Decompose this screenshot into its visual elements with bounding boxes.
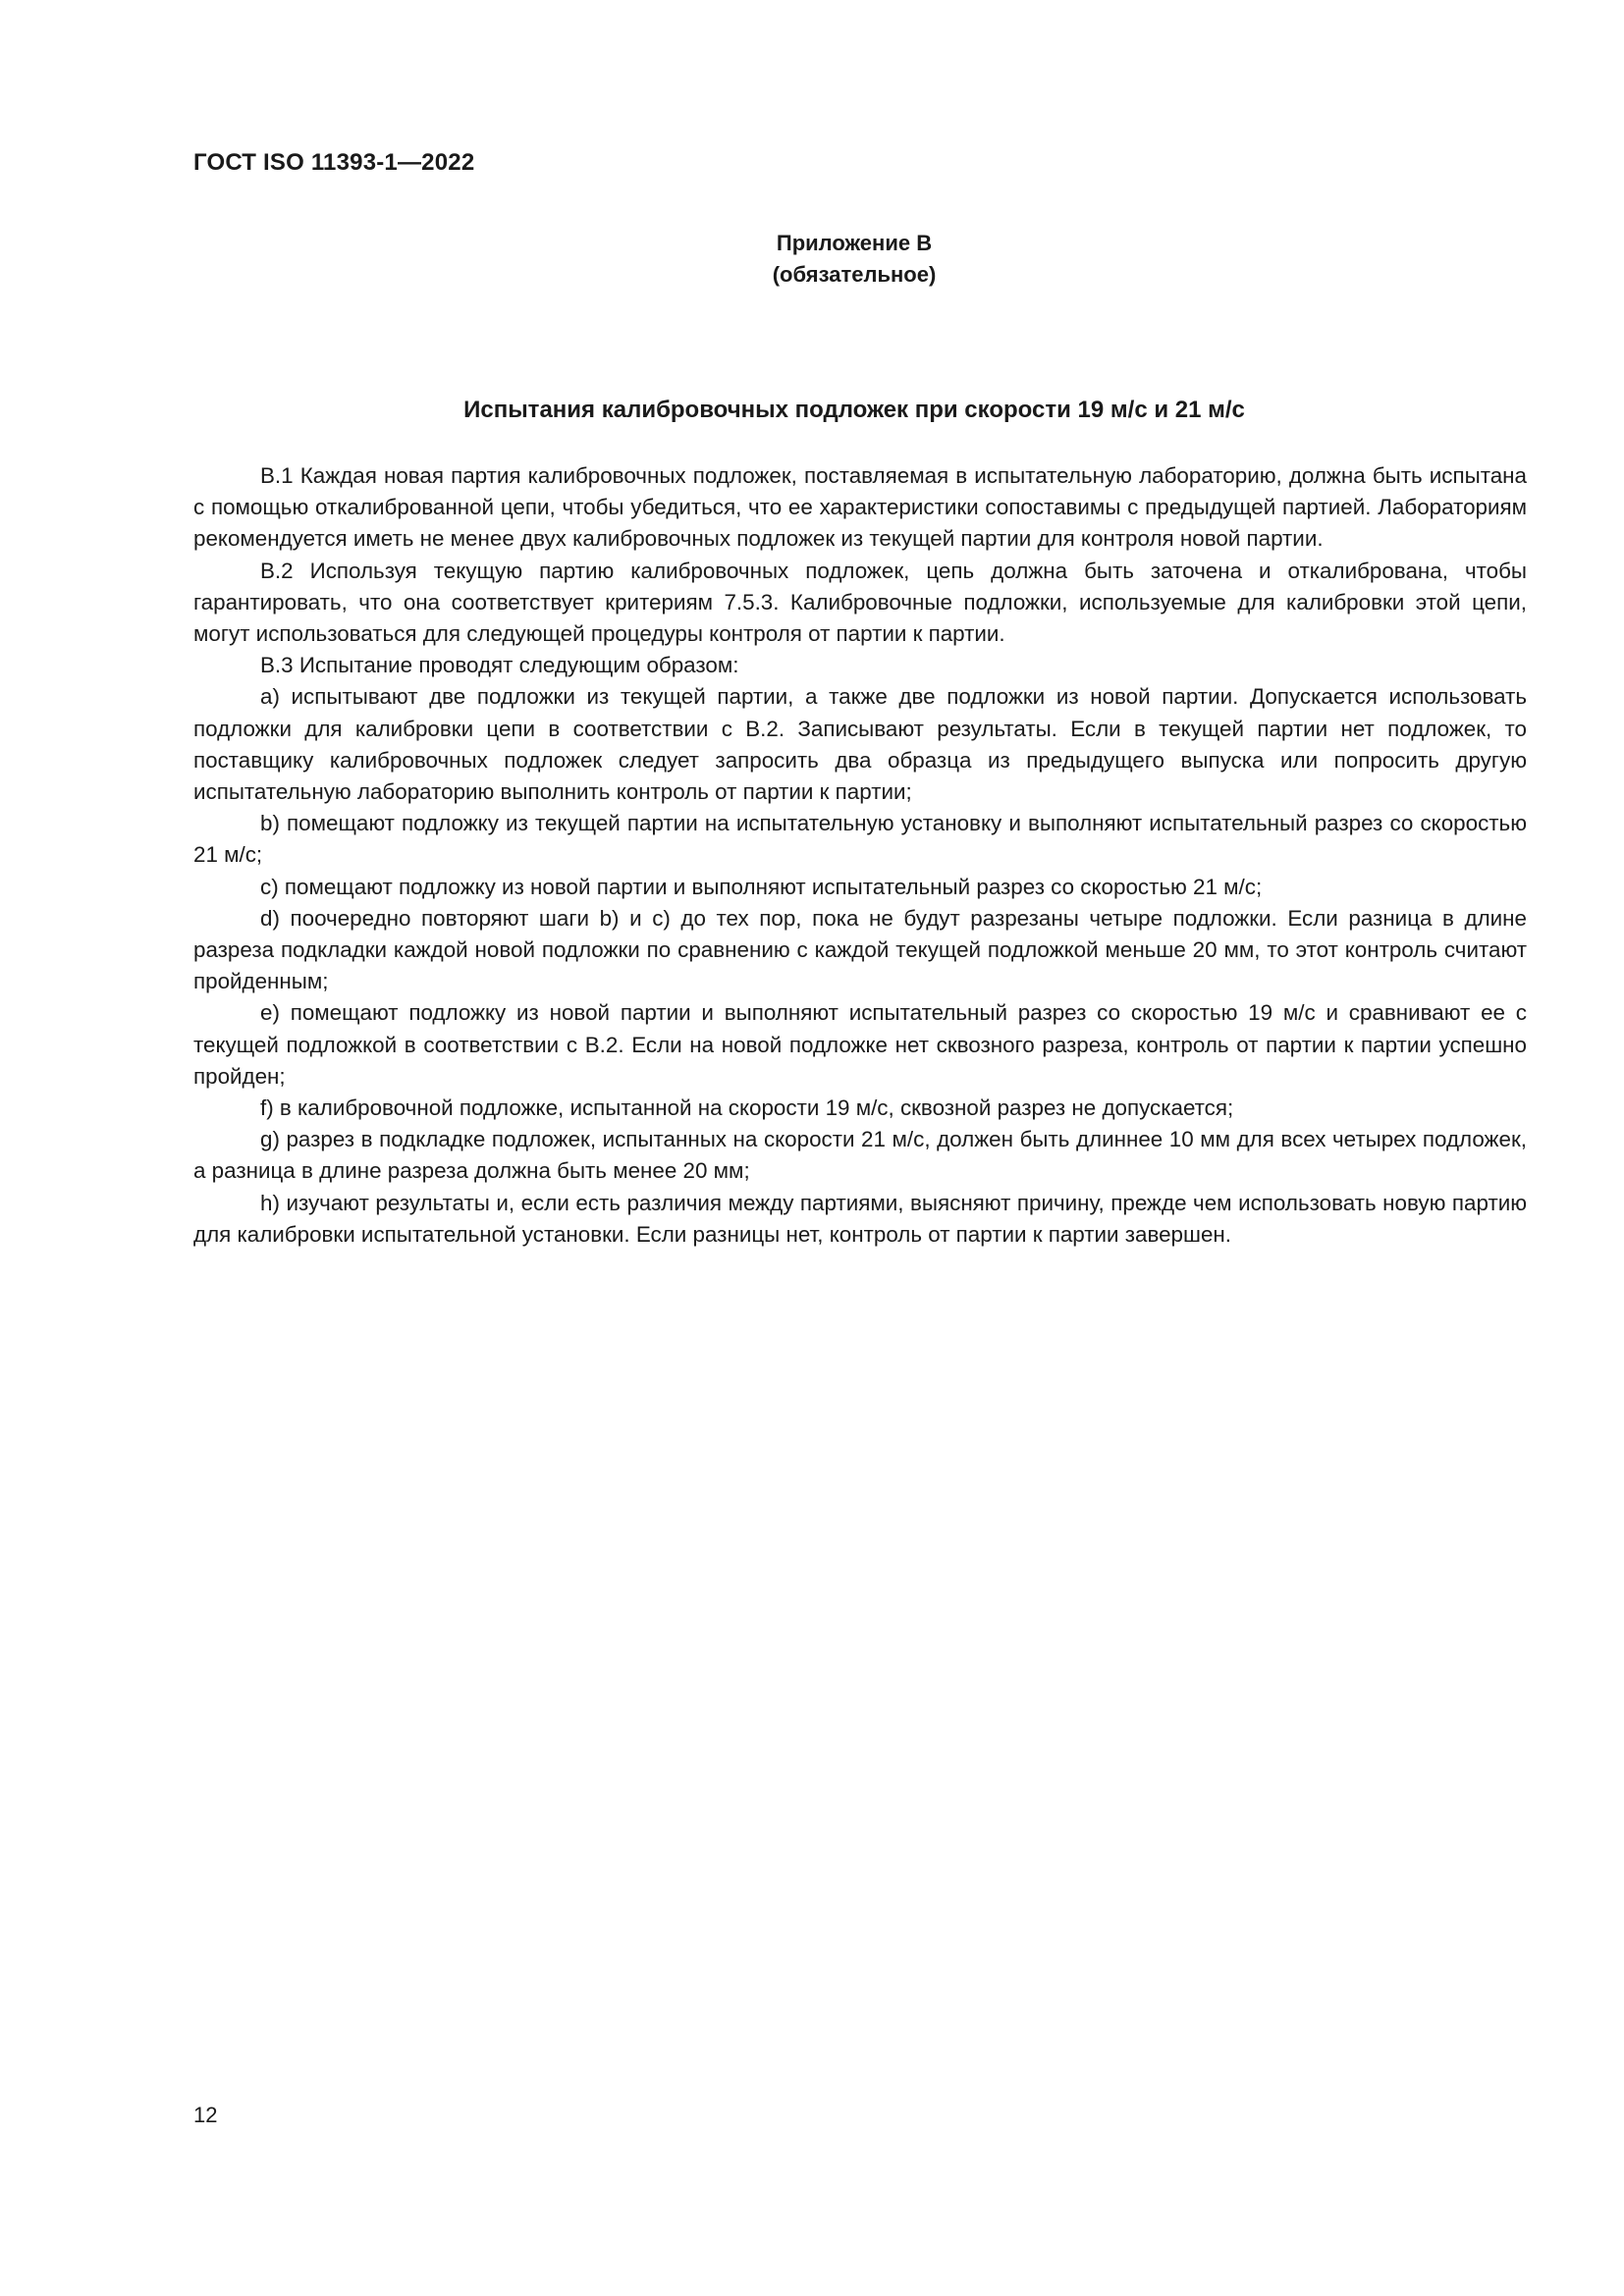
list-item-h: h) изучают результаты и, если есть различия между партиями, выясняют причину, прежде чем использовать новую партию для калибровки испытательной установки. Если разницы нет, контроль от партии к партии завершен. bbox=[193, 1190, 1527, 1247]
annex-status: (обязательное) bbox=[772, 262, 937, 287]
page-number: 12 bbox=[193, 2103, 218, 2127]
paragraph-b1: В.1 Каждая новая партия калибровочных подложек, поставляемая в испытательную лабораторию, должна быть испытана с помощью откалиброванной цепи, чтобы убедиться, что ее характеристики сопоставимы с предыдущей партией. Лабораториям рекомендуется иметь не менее двух калибровочных подложек из текущей партии для контроля новой партии. bbox=[193, 463, 1527, 552]
list-item-d: d) поочередно повторяют шаги b) и c) до тех пор, пока не будут разрезаны четыре подложки. Если разница в длине разреза подкладки каждой новой подложки по сравнению с каждой текущей подложкой меньше 20 мм, то этот контроль считают пройденным; bbox=[193, 905, 1527, 994]
section-title: Испытания калибровочных подложек при скорости 19 м/с и 21 м/с bbox=[463, 397, 1245, 423]
list-item-g: g) разрез в подкладке подложек, испытанных на скорости 21 м/с, должен быть длиннее 10 мм для всех четырех подложек, а разница в длине разреза должна быть менее 20 мм; bbox=[193, 1127, 1527, 1184]
document-id-header: ГОСТ ISO 11393-1—2022 bbox=[193, 149, 475, 176]
list-item-a: a) испытывают две подложки из текущей партии, а также две подложки из новой партии. Допускается использовать подложки для калибровки цепи в соответствии с В.2. Записывают результаты. Если в текущей партии нет подложек, то поставщику калибровочных подложек следует запросить два образца из предыдущего выпуска или попросить другую испытательную лабораторию выполнить контроль от партии к партии; bbox=[193, 684, 1527, 805]
list-item-b: b) помещают подложку из текущей партии на испытательную установку и выполняют испытательный разрез со скоростью 21 м/с; bbox=[193, 811, 1527, 868]
paragraph-b3: В.3 Испытание проводят следующим образом: bbox=[260, 653, 739, 678]
body-text bbox=[193, 460, 1527, 1251]
annex-title: Приложение В bbox=[776, 231, 933, 255]
list-item-f: f) в калибровочной подложке, испытанной на скорости 19 м/с, сквозной разрез не допускается; bbox=[260, 1095, 1234, 1121]
list-item-e: e) помещают подложку из новой партии и выполняют испытательный разрез со скоростью 19 м/с и сравнивают ее с текущей подложкой в соответствии с В.2. Если на новой подложке нет сквозного разреза, контроль от партии к партии успешно пройден; bbox=[193, 1000, 1527, 1089]
paragraph-b2: В.2 Используя текущую партию калибровочных подложек, цепь должна быть заточена и откалибрована, чтобы гарантировать, что она соответствует критериям 7.5.3. Калибровочные подложки, используемые для калибровки этой цепи, могут использоваться для следующей процедуры контроля от партии к партии. bbox=[193, 558, 1527, 647]
list-item-c: c) помещают подложку из новой партии и выполняют испытательный разрез со скоростью 21 м/с; bbox=[260, 874, 1263, 899]
